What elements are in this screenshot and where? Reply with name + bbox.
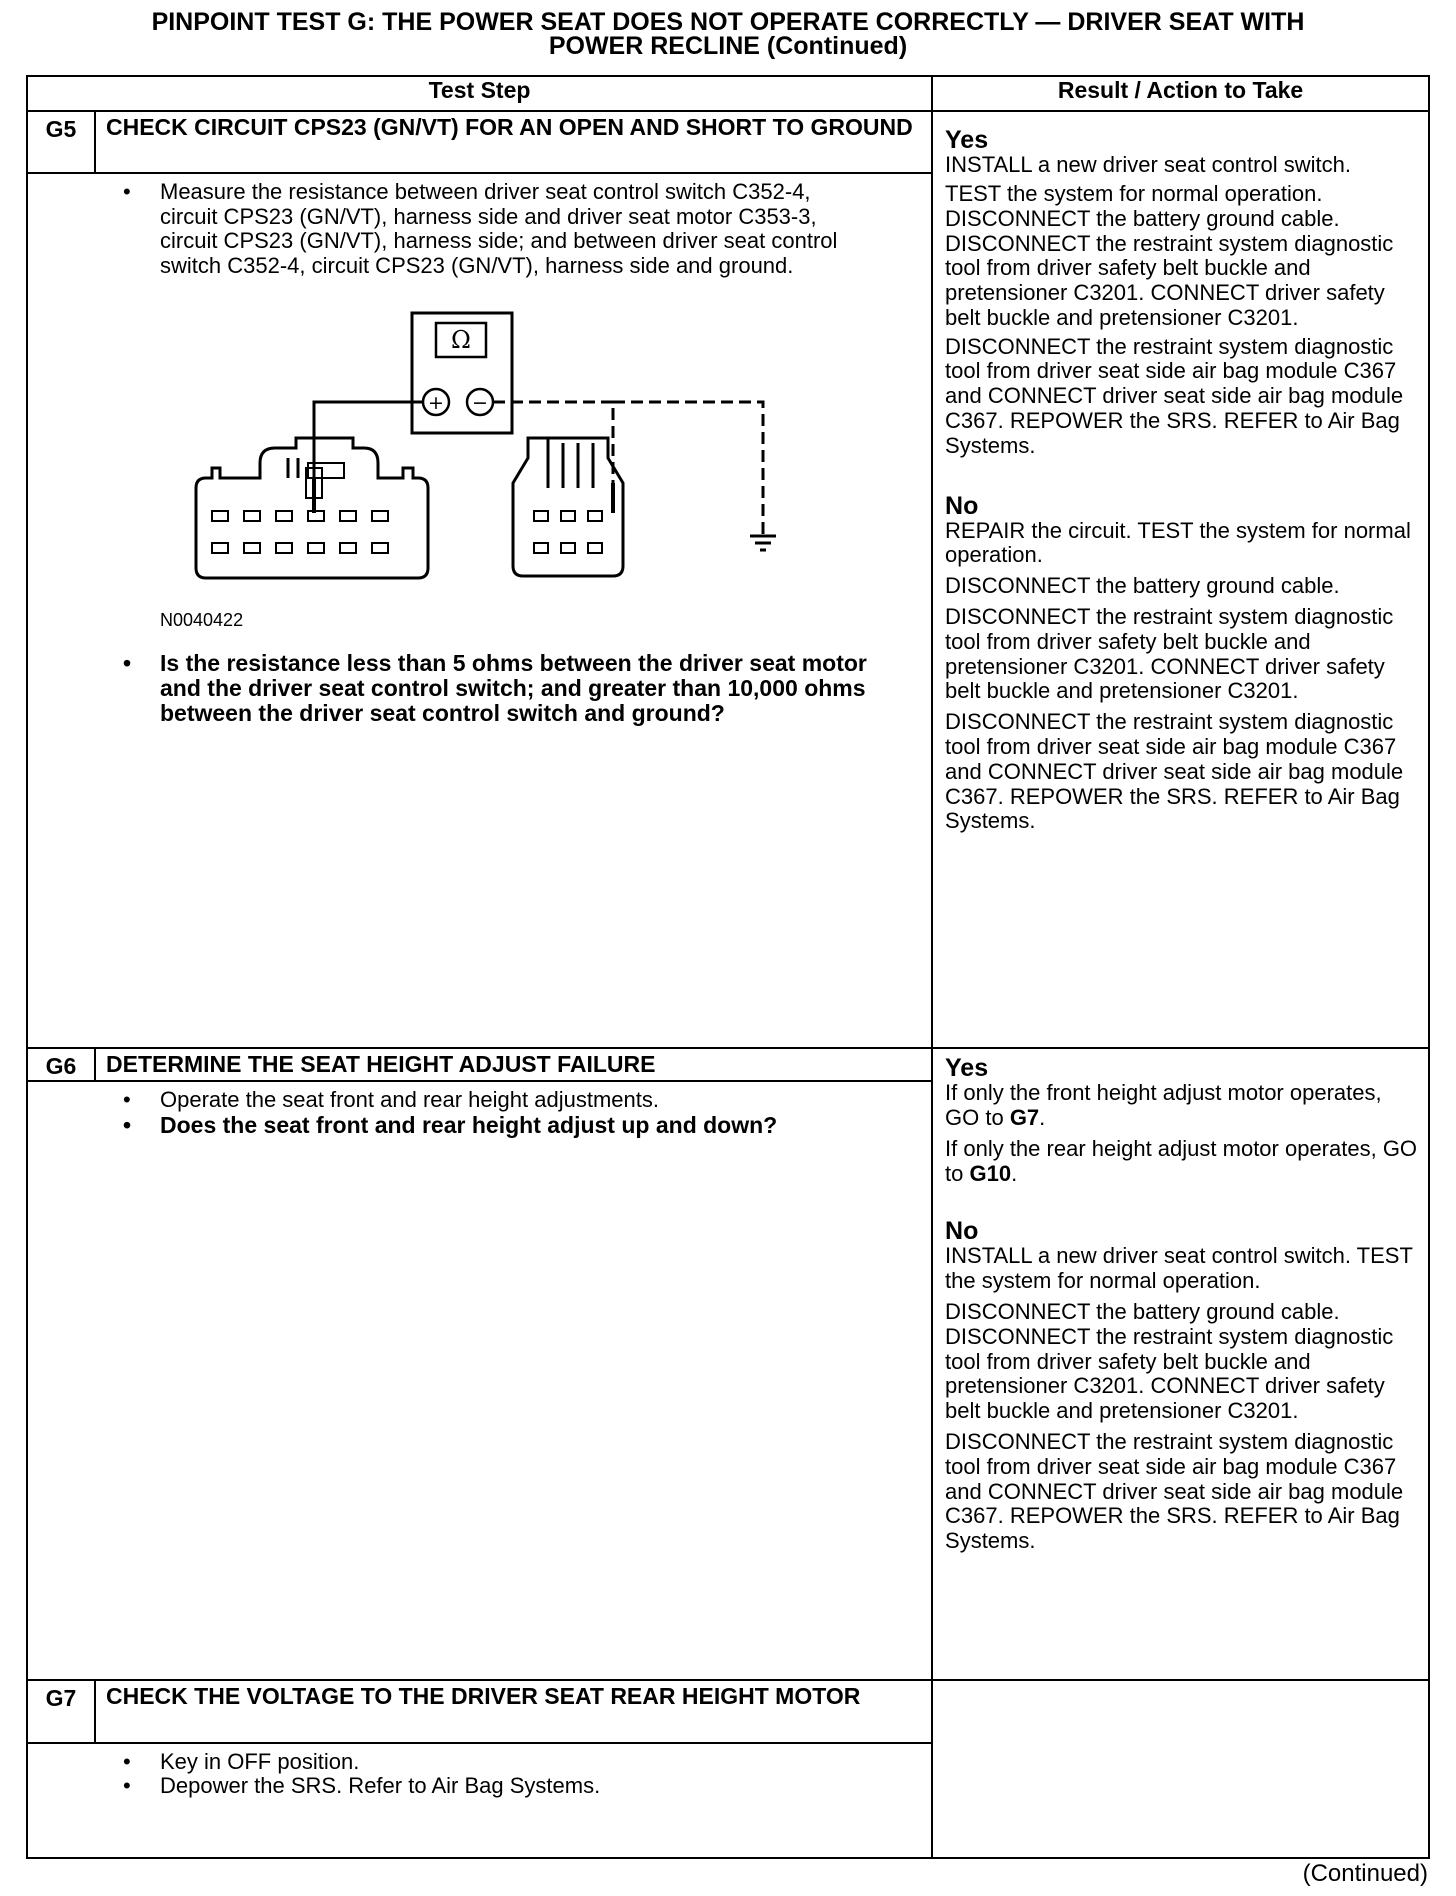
- step-body-g6: [27, 1081, 932, 1680]
- header-row: [27, 76, 1429, 111]
- g6-no-label: No: [945, 1217, 979, 1246]
- g7-instructions: [28, 1750, 931, 1799]
- ohm-symbol: Ω: [451, 326, 471, 355]
- g6-yes-p1: [945, 1081, 1420, 1131]
- step-id-g5: G5: [27, 111, 95, 173]
- g5-no-p2: DISCONNECT the battery ground cable.: [945, 573, 1340, 599]
- ground-icon: [750, 536, 776, 550]
- resistance-measurement-figure: [168, 308, 788, 608]
- continued-footer: (Continued): [1302, 1860, 1428, 1887]
- result-g6: [932, 1048, 1429, 1680]
- step-id-g6: G6: [27, 1048, 95, 1081]
- title-line-1: PINPOINT TEST G: THE POWER SEAT DOES NOT OPERATE CORRECTLY — DRIVER SEAT WITH: [151, 8, 1305, 36]
- g6-yes-p2: [945, 1137, 1420, 1187]
- step-body-g5: [27, 173, 932, 1048]
- g6-link-g7[interactable]: G7: [1009, 1105, 1040, 1131]
- g5-question: • Is the resistance less than 5 ohms between the driver seat motor and the driver seat control switch; and greater than 10,000 ohms between the driver seat control switch and ground?: [28, 651, 891, 726]
- figure-code: N0040422: [160, 610, 244, 631]
- g5-no-p3: DISCONNECT the restraint system diagnostic tool from driver safety belt buckle and pretensioner C3201. CONNECT driver safety belt buckle and pretensioner C3201.: [945, 604, 1394, 704]
- g6-no-p2: DISCONNECT the battery ground cable. DISCONNECT the restraint system diagnostic tool from driver safety belt buckle and pretensioner C3201. CONNECT driver safety belt buckle and pretensioner C3201.: [945, 1299, 1394, 1424]
- period: .: [1011, 1160, 1018, 1186]
- g5-yes-label: Yes: [945, 126, 989, 155]
- g5-no-p4: DISCONNECT the restraint system diagnostic tool from driver seat side air bag module C367 and CONNECT driver seat side air bag module C367. REPOWER the SRS. REFER to Air Bag Systems.: [945, 709, 1404, 834]
- g5-yes-p3: DISCONNECT the restraint system diagnostic tool from driver seat side air bag module C367 and CONNECT driver seat side air bag module C367. REPOWER the SRS. REFER to Air Bag Systems.: [945, 333, 1404, 458]
- g6-yes-label: Yes: [945, 1054, 989, 1083]
- g5-bullet-1: • Measure the resistance between driver seat control switch C352-4, circuit CPS23 (GN/VT), harness side and driver seat motor C353-3, circuit CPS23 (GN/VT), harness side; and between driver seat control switch C352-4, circuit CPS23 (GN/VT), harness side and ground.: [28, 180, 871, 278]
- step-g5-title-row: [27, 111, 1429, 173]
- g5-yes-p2: TEST the system for normal operation. DISCONNECT the battery ground cable. DISCONNECT the restraint system diagnostic tool from driver safety belt buckle and pretensioner C3201. CONNECT driver safety belt buckle and pretensioner C3201.: [945, 180, 1394, 330]
- g5-instructions: [28, 180, 931, 278]
- g6-no-p1: INSTALL a new driver seat control switch. TEST the system for normal operation.: [945, 1243, 1413, 1294]
- g7-bullet-1: • Key in OFF position.: [28, 1750, 931, 1775]
- negative-lead-ground: [613, 402, 763, 536]
- g6-link-g10[interactable]: G10: [969, 1160, 1012, 1186]
- title-line-2: POWER RECLINE (Continued): [548, 32, 908, 60]
- minus-sign: −: [472, 392, 488, 415]
- step-title-g7: CHECK THE VOLTAGE TO THE DRIVER SEAT REAR HEIGHT MOTOR: [95, 1680, 932, 1742]
- page-title: [0, 10, 1456, 58]
- plus-sign: +: [428, 392, 444, 415]
- g6-yes-p2-text: If only the rear height adjust motor operates, GO to: [945, 1135, 1418, 1186]
- g6-instructions: [28, 1088, 931, 1138]
- step-g7-title-row: [27, 1680, 1429, 1742]
- step-id-g7: G7: [27, 1680, 95, 1742]
- step-g6-title-row: [27, 1048, 1429, 1081]
- step-title-g6: DETERMINE THE SEAT HEIGHT ADJUST FAILURE: [95, 1048, 932, 1081]
- result-g7: [932, 1680, 1429, 1858]
- g6-bullet-1: • Operate the seat front and rear height adjustments.: [28, 1088, 931, 1113]
- seat-motor-connector: [513, 438, 623, 576]
- step-body-g7: [27, 1743, 932, 1858]
- g6-yes-p1-text: If only the front height adjust motor operates, GO to: [945, 1080, 1382, 1131]
- g6-question: • Does the seat front and rear height adjust up and down?: [28, 1113, 931, 1138]
- g7-bullet-2: • Depower the SRS. Refer to Air Bag Systems.: [28, 1774, 931, 1799]
- result-g5: [932, 111, 1429, 1048]
- period: .: [1039, 1105, 1046, 1131]
- test-step-header: Test Step: [27, 76, 932, 111]
- result-header: Result / Action to Take: [932, 76, 1429, 111]
- g5-no-label: No: [945, 491, 979, 520]
- g5-question-list: [28, 651, 931, 726]
- g5-no-p1: REPAIR the circuit. TEST the system for normal operation.: [945, 517, 1411, 568]
- pinpoint-test-table: [26, 75, 1430, 1859]
- g5-yes-p1: INSTALL a new driver seat control switch.: [945, 152, 1351, 178]
- g6-no-p3: DISCONNECT the restraint system diagnostic tool from driver seat side air bag module C367 and CONNECT driver seat side air bag module C367. REPOWER the SRS. REFER to Air Bag Systems.: [945, 1429, 1404, 1554]
- step-title-g5: CHECK CIRCUIT CPS23 (GN/VT) FOR AN OPEN AND SHORT TO GROUND: [95, 111, 932, 173]
